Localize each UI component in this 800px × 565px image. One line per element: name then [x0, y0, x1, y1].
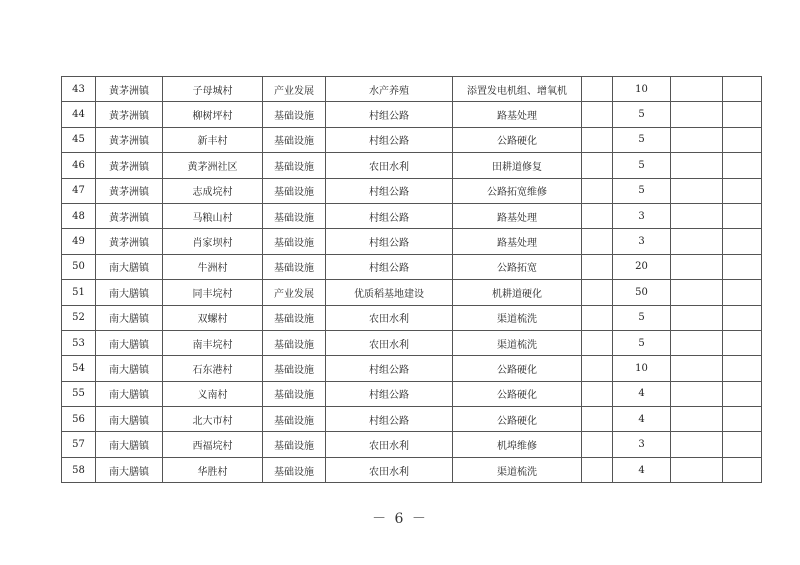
cell-blank-col	[582, 432, 613, 457]
cell-blank-col	[723, 229, 762, 254]
table-row	[62, 305, 762, 330]
cell-blank-col	[582, 280, 613, 305]
cell-category: 基础设施	[263, 457, 326, 482]
project-table	[61, 76, 762, 483]
cell-town: 黄茅洲镇	[96, 229, 163, 254]
cell-row-index: 49	[62, 229, 96, 254]
cell-row-index: 53	[62, 330, 96, 355]
cell-blank-col	[582, 330, 613, 355]
table-row	[62, 280, 762, 305]
cell-blank-col	[671, 127, 723, 152]
cell-blank-col	[671, 153, 723, 178]
cell-village: 子母城村	[163, 77, 263, 102]
cell-row-index: 45	[62, 127, 96, 152]
cell-category: 基础设施	[263, 254, 326, 279]
cell-category: 产业发展	[263, 280, 326, 305]
cell-blank-col	[723, 280, 762, 305]
cell-blank-col	[723, 305, 762, 330]
cell-amount: 10	[613, 77, 671, 102]
cell-blank-col	[723, 330, 762, 355]
cell-category: 基础设施	[263, 153, 326, 178]
cell-blank-col	[582, 457, 613, 482]
cell-project-type: 村组公路	[326, 254, 453, 279]
cell-blank-col	[582, 407, 613, 432]
cell-project-content: 路基处理	[453, 102, 582, 127]
cell-village: 同丰垸村	[163, 280, 263, 305]
cell-town: 南大膳镇	[96, 280, 163, 305]
cell-blank-col	[723, 127, 762, 152]
cell-project-content: 机耕道硬化	[453, 280, 582, 305]
cell-row-index: 56	[62, 407, 96, 432]
cell-project-type: 农田水利	[326, 153, 453, 178]
cell-project-type: 村组公路	[326, 407, 453, 432]
cell-project-type: 农田水利	[326, 305, 453, 330]
cell-project-type: 村组公路	[326, 127, 453, 152]
cell-blank-col	[671, 356, 723, 381]
table-row	[62, 229, 762, 254]
cell-row-index: 54	[62, 356, 96, 381]
cell-project-type: 村组公路	[326, 356, 453, 381]
cell-blank-col	[723, 203, 762, 228]
cell-project-content: 机埠维修	[453, 432, 582, 457]
table-row	[62, 330, 762, 355]
cell-town: 黄茅洲镇	[96, 102, 163, 127]
cell-blank-col	[723, 407, 762, 432]
cell-blank-col	[671, 330, 723, 355]
cell-project-content: 公路硬化	[453, 407, 582, 432]
cell-blank-col	[723, 77, 762, 102]
cell-project-type: 农田水利	[326, 432, 453, 457]
cell-blank-col	[723, 153, 762, 178]
cell-blank-col	[582, 178, 613, 203]
cell-row-index: 48	[62, 203, 96, 228]
cell-category: 基础设施	[263, 381, 326, 406]
cell-amount: 4	[613, 407, 671, 432]
cell-village: 新丰村	[163, 127, 263, 152]
cell-project-content: 公路拓宽	[453, 254, 582, 279]
table-row	[62, 356, 762, 381]
cell-amount: 3	[613, 229, 671, 254]
cell-town: 南大膳镇	[96, 305, 163, 330]
cell-village: 肖家坝村	[163, 229, 263, 254]
cell-blank-col	[582, 356, 613, 381]
cell-village: 北大市村	[163, 407, 263, 432]
cell-project-content: 添置发电机组、增氧机	[453, 77, 582, 102]
cell-village: 华胜村	[163, 457, 263, 482]
cell-blank-col	[723, 178, 762, 203]
cell-blank-col	[671, 432, 723, 457]
table-row	[62, 381, 762, 406]
cell-project-type: 农田水利	[326, 330, 453, 355]
cell-blank-col	[671, 407, 723, 432]
cell-project-type: 农田水利	[326, 457, 453, 482]
cell-town: 黄茅洲镇	[96, 178, 163, 203]
cell-blank-col	[671, 457, 723, 482]
cell-town: 黄茅洲镇	[96, 203, 163, 228]
cell-amount: 3	[613, 432, 671, 457]
cell-project-type: 优质稻基地建设	[326, 280, 453, 305]
cell-amount: 4	[613, 381, 671, 406]
cell-village: 石东港村	[163, 356, 263, 381]
cell-amount: 5	[613, 127, 671, 152]
cell-amount: 5	[613, 102, 671, 127]
cell-blank-col	[582, 203, 613, 228]
cell-blank-col	[723, 432, 762, 457]
cell-project-content: 公路拓宽维修	[453, 178, 582, 203]
cell-project-content: 渠道梳洗	[453, 330, 582, 355]
cell-row-index: 55	[62, 381, 96, 406]
table-row	[62, 457, 762, 482]
table-row	[62, 178, 762, 203]
cell-blank-col	[671, 381, 723, 406]
table-row	[62, 102, 762, 127]
cell-project-content: 路基处理	[453, 203, 582, 228]
cell-village: 西福垸村	[163, 432, 263, 457]
cell-town: 南大膳镇	[96, 407, 163, 432]
cell-project-content: 田耕道修复	[453, 153, 582, 178]
cell-row-index: 51	[62, 280, 96, 305]
cell-project-type: 水产养殖	[326, 77, 453, 102]
cell-blank-col	[671, 229, 723, 254]
table-row	[62, 153, 762, 178]
cell-blank-col	[723, 381, 762, 406]
cell-blank-col	[671, 254, 723, 279]
table-row	[62, 203, 762, 228]
cell-amount: 5	[613, 330, 671, 355]
cell-blank-col	[671, 203, 723, 228]
cell-town: 黄茅洲镇	[96, 153, 163, 178]
cell-village: 马粮山村	[163, 203, 263, 228]
cell-blank-col	[582, 102, 613, 127]
cell-project-content: 公路硬化	[453, 356, 582, 381]
cell-village: 志成垸村	[163, 178, 263, 203]
cell-amount: 4	[613, 457, 671, 482]
table-row	[62, 407, 762, 432]
cell-blank-col	[723, 102, 762, 127]
cell-project-content: 公路硬化	[453, 127, 582, 152]
cell-village: 牛洲村	[163, 254, 263, 279]
cell-category: 基础设施	[263, 203, 326, 228]
cell-blank-col	[582, 229, 613, 254]
cell-blank-col	[671, 77, 723, 102]
cell-village: 双螺村	[163, 305, 263, 330]
cell-row-index: 58	[62, 457, 96, 482]
cell-blank-col	[582, 127, 613, 152]
cell-row-index: 57	[62, 432, 96, 457]
cell-project-type: 村组公路	[326, 203, 453, 228]
cell-blank-col	[582, 381, 613, 406]
cell-category: 基础设施	[263, 330, 326, 355]
cell-category: 基础设施	[263, 432, 326, 457]
cell-project-content: 公路硬化	[453, 381, 582, 406]
cell-town: 南大膳镇	[96, 330, 163, 355]
cell-blank-col	[582, 153, 613, 178]
cell-amount: 50	[613, 280, 671, 305]
cell-blank-col	[671, 178, 723, 203]
cell-amount: 10	[613, 356, 671, 381]
cell-town: 南大膳镇	[96, 254, 163, 279]
cell-village: 柳树坪村	[163, 102, 263, 127]
cell-blank-col	[582, 305, 613, 330]
cell-amount: 3	[613, 203, 671, 228]
cell-town: 黄茅洲镇	[96, 127, 163, 152]
cell-project-content: 路基处理	[453, 229, 582, 254]
cell-blank-col	[582, 77, 613, 102]
cell-amount: 5	[613, 305, 671, 330]
cell-category: 基础设施	[263, 127, 326, 152]
cell-row-index: 47	[62, 178, 96, 203]
table-row	[62, 432, 762, 457]
cell-row-index: 46	[62, 153, 96, 178]
cell-blank-col	[582, 254, 613, 279]
cell-blank-col	[723, 356, 762, 381]
cell-amount: 5	[613, 153, 671, 178]
cell-row-index: 43	[62, 77, 96, 102]
table-row	[62, 127, 762, 152]
cell-blank-col	[671, 280, 723, 305]
cell-town: 南大膳镇	[96, 356, 163, 381]
cell-category: 基础设施	[263, 407, 326, 432]
cell-amount: 20	[613, 254, 671, 279]
cell-village: 黄茅洲社区	[163, 153, 263, 178]
cell-town: 黄茅洲镇	[96, 77, 163, 102]
cell-category: 基础设施	[263, 102, 326, 127]
cell-row-index: 52	[62, 305, 96, 330]
cell-project-content: 渠道梳洗	[453, 457, 582, 482]
table-body	[62, 77, 762, 483]
cell-project-content: 渠道梳洗	[453, 305, 582, 330]
cell-project-type: 村组公路	[326, 102, 453, 127]
cell-blank-col	[723, 457, 762, 482]
cell-project-type: 村组公路	[326, 381, 453, 406]
cell-row-index: 44	[62, 102, 96, 127]
table-row	[62, 77, 762, 102]
cell-town: 南大膳镇	[96, 432, 163, 457]
cell-village: 义南村	[163, 381, 263, 406]
cell-village: 南丰垸村	[163, 330, 263, 355]
cell-town: 南大膳镇	[96, 457, 163, 482]
cell-category: 产业发展	[263, 77, 326, 102]
cell-category: 基础设施	[263, 178, 326, 203]
cell-category: 基础设施	[263, 356, 326, 381]
page-number: － 6 －	[372, 511, 428, 527]
cell-amount: 5	[613, 178, 671, 203]
cell-town: 南大膳镇	[96, 381, 163, 406]
cell-category: 基础设施	[263, 229, 326, 254]
cell-project-type: 村组公路	[326, 229, 453, 254]
cell-blank-col	[671, 305, 723, 330]
cell-blank-col	[671, 102, 723, 127]
cell-row-index: 50	[62, 254, 96, 279]
table-row	[62, 254, 762, 279]
cell-blank-col	[723, 254, 762, 279]
cell-category: 基础设施	[263, 305, 326, 330]
cell-project-type: 村组公路	[326, 178, 453, 203]
